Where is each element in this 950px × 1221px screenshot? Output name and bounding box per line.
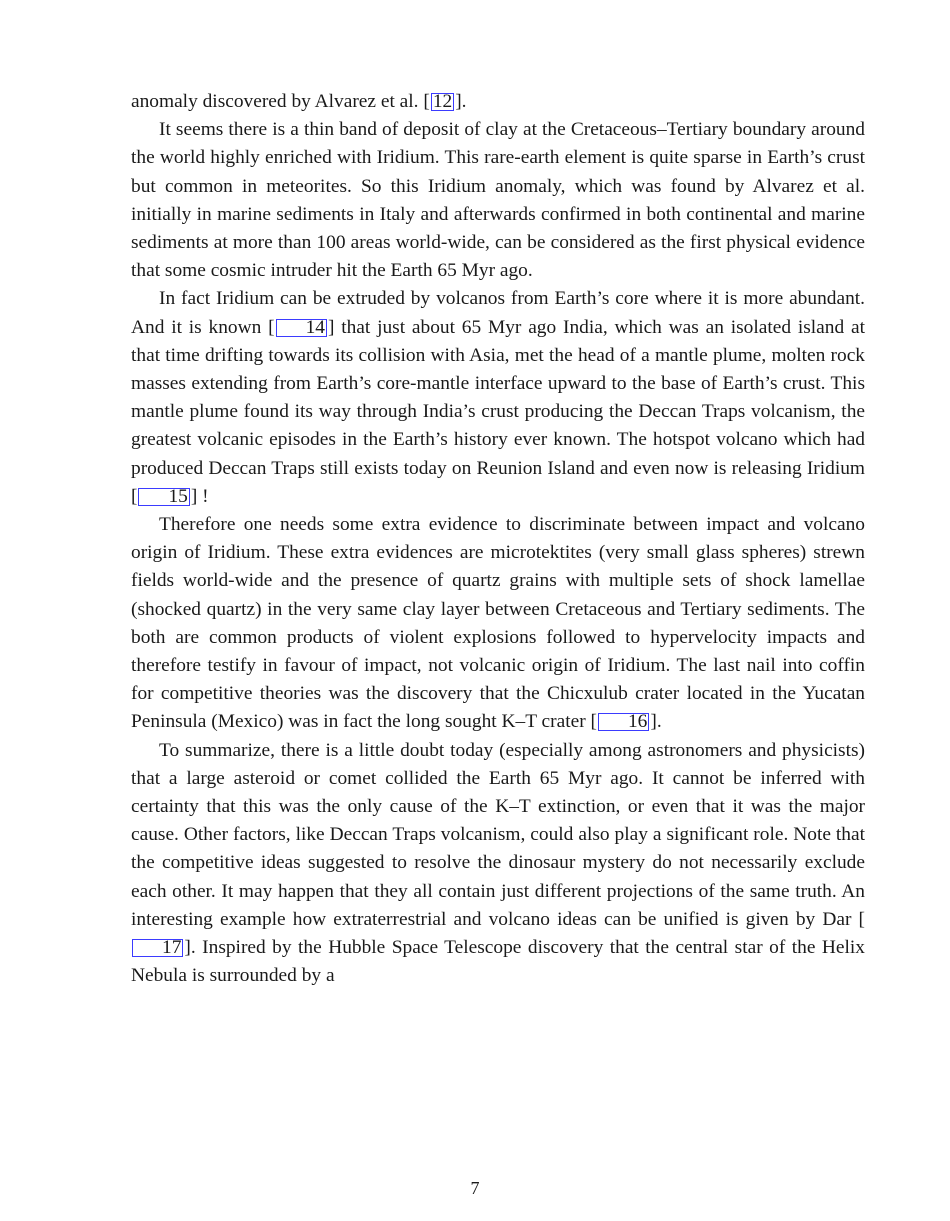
body-text bbox=[131, 88, 865, 991]
text-run: In fact Iridium can be extruded by volcanos from Earth’s core where it is more abundant. And it is known [ bbox=[131, 288, 865, 338]
text-run: ]. Inspired by the Hubble Space Telescope discovery that the central star of the Helix Nebula is surrounded by a bbox=[131, 937, 865, 987]
citation-link[interactable]: 16 bbox=[598, 713, 649, 731]
paragraph bbox=[131, 116, 865, 285]
text-run: To summarize, there is a little doubt today (especially among astronomers and physicists) that a large asteroid or comet collided the Earth 65 Myr ago. It cannot be inferred with certainty that this was the only cause of the K–T extinction, or even that it was the major cause. Other factors, like Deccan Traps volcanism, could also play a significant role. Note that the competitive ideas suggested to resolve the dinosaur mystery do not necessarily exclude each other. It may happen that they all contain just different projections of the same truth. An interesting example how extraterrestrial and volcano ideas can be unified is given by Dar [ bbox=[131, 739, 865, 930]
paragraph bbox=[131, 511, 865, 737]
citation-link[interactable]: 15 bbox=[138, 488, 189, 506]
paragraph bbox=[131, 737, 865, 991]
citation-link[interactable]: 17 bbox=[132, 939, 183, 957]
text-run: Therefore one needs some extra evidence to discriminate between impact and volcano origin of Iridium. These extra evidences are microtektites (very small glass spheres) strewn fields world-wide and the presence of quartz grains with multiple sets of shock lamellae (shocked quartz) in the very same clay layer between Cretaceous and Tertiary sediments. The both are common products of violent explosions followed to hypervelocity impacts and therefore testify in favour of impact, not volcanic origin of Iridium. The last nail into coffin for competitive theories was the discovery that the Chicxulub crater located in the Yucatan Peninsula (Mexico) was in fact the long sought K–T crater [ bbox=[131, 514, 865, 733]
text-run: anomaly discovered by Alvarez et al. [ bbox=[131, 91, 430, 112]
citation-link[interactable]: 12 bbox=[432, 91, 453, 112]
text-run: ] that just about 65 Myr ago India, which was an isolated island at that time drifting towards its collision with Asia, met the head of a mantle plume, molten rock masses extending from Earth’s core-mantle interface upward to the base of Earth’s crust. This mantle plume found its way through India’s crust producing the Deccan Traps volcanism, the greatest volcanic episodes in the Earth’s history ever known. The hotspot volcano which had produced Deccan Traps still exists today on Reunion Island and even now is releasing Iridium [ bbox=[131, 316, 865, 507]
text-run: ] ! bbox=[190, 485, 209, 507]
citation-link[interactable]: 14 bbox=[276, 319, 327, 337]
text-run: It seems there is a thin band of deposit of clay at the Cretaceous–Tertiary boundary around the world highly enriched with Iridium. This rare-earth element is quite sparse in Earth’s crust but common in meteorites. So this Iridium anomaly, which was found by Alvarez et al. initially in marine sediments in Italy and afterwards confirmed in both continental and marine sediments at more than 100 areas world-wide, can be considered as the first physical evidence that some cosmic intruder hit the Earth 65 Myr ago. bbox=[131, 119, 865, 282]
page-number: 7 bbox=[470, 1178, 480, 1198]
paragraph bbox=[131, 88, 865, 116]
text-run: ]. bbox=[650, 711, 662, 733]
text-run: ]. bbox=[455, 91, 467, 112]
paragraph bbox=[131, 285, 865, 511]
